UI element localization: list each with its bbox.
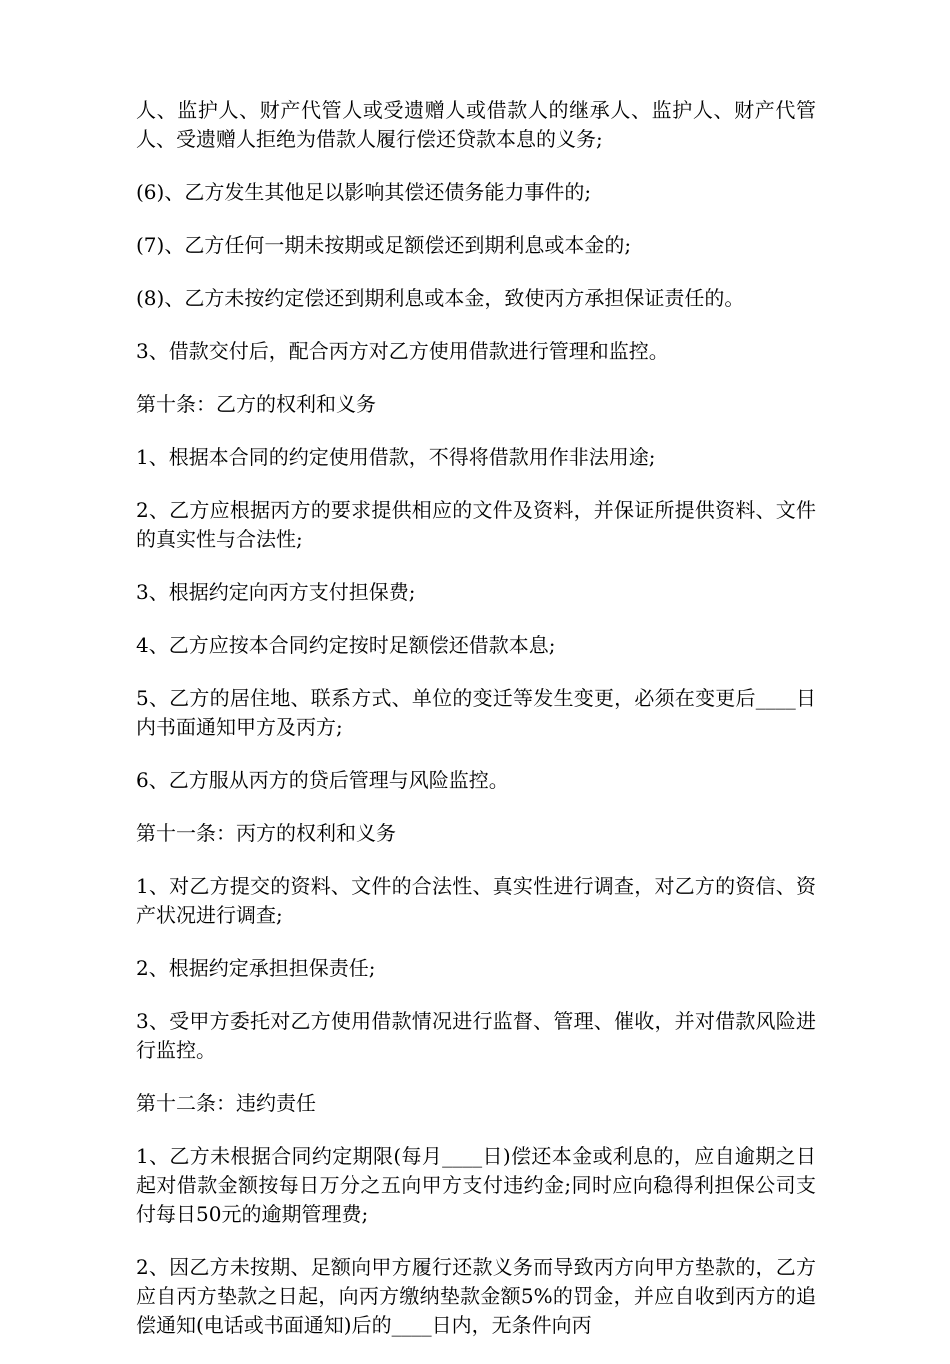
paragraph-clause-8: (8)、乙方未按约定偿还到期利息或本金，致使丙方承担保证责任的。 (136, 286, 745, 310)
paragraph-article-10-item-6: 6、乙方服从丙方的贷后管理与风险监控。 (136, 768, 509, 792)
paragraph-item-3-loan-delivery: 3、借款交付后，配合丙方对乙方使用借款进行管理和监控。 (136, 339, 669, 363)
paragraph-article-12-item-1: 1、乙方未根据合同约定期限(每月____日)偿还本金或利息的，应自逾期之日起对借款金额按每日万分之五向甲方支付违约金;同时应向稳得利担保公司支付每日50元的逾期管理费; (136, 1144, 816, 1226)
paragraph-article-10-item-1: 1、根据本合同的约定使用借款，不得将借款用作非法用途; (136, 445, 656, 469)
paragraph-article-11-item-2: 2、根据约定承担担保责任; (136, 956, 376, 980)
paragraph-clause-6: (6)、乙方发生其他足以影响其偿还债务能力事件的; (136, 180, 592, 204)
paragraph-heir-refusal: 人、监护人、财产代管人或受遗赠人或借款人的继承人、监护人、财产代管人、受遗赠人拒绝为借款人履行偿还贷款本息的义务; (136, 98, 816, 151)
paragraph-article-12-item-2: 2、因乙方未按期、足额向甲方履行还款义务而导致丙方向甲方垫款的，乙方应自丙方垫款之日起，向丙方缴纳垫款金额5%的罚金，并应自收到丙方的追偿通知(电话或书面通知)后的____日内，无条件向丙 (136, 1255, 816, 1337)
paragraph-article-10-item-2: 2、乙方应根据丙方的要求提供相应的文件及资料，并保证所提供资料、文件的真实性与合法性; (136, 498, 816, 551)
paragraph-article-10-item-5: 5、乙方的居住地、联系方式、单位的变迁等发生变更，必须在变更后____日内书面通知甲方及丙方; (136, 686, 816, 739)
paragraph-article-10-item-3: 3、根据约定向丙方支付担保费; (136, 580, 416, 604)
section-heading-article-10: 第十条：乙方的权利和义务 (136, 392, 376, 416)
section-heading-article-12: 第十二条：违约责任 (136, 1091, 316, 1115)
document-page (136, 96, 816, 1364)
section-heading-article-11: 第十一条：丙方的权利和义务 (136, 821, 396, 845)
paragraph-article-11-item-3: 3、受甲方委托对乙方使用借款情况进行监督、管理、催收，并对借款风险进行监控。 (136, 1009, 816, 1062)
paragraph-clause-7: (7)、乙方任何一期未按期或足额偿还到期利息或本金的; (136, 233, 632, 257)
paragraph-article-11-item-1: 1、对乙方提交的资料、文件的合法性、真实性进行调查，对乙方的资信、资产状况进行调查; (136, 874, 816, 927)
paragraph-article-10-item-4: 4、乙方应按本合同约定按时足额偿还借款本息; (136, 633, 556, 657)
